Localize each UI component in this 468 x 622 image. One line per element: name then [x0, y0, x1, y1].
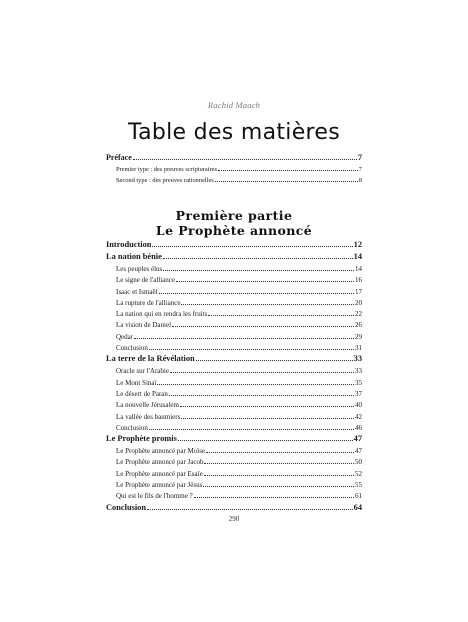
toc-subentry[interactable] — [106, 468, 362, 479]
toc-subentry[interactable] — [106, 399, 362, 410]
dot-leader — [204, 468, 354, 476]
toc-entry-label: Introduction — [106, 240, 152, 249]
toc-entry-page: 47 — [353, 434, 362, 444]
toc-entry-page: 16 — [355, 276, 362, 285]
toc-entry-page: 12 — [353, 240, 362, 249]
toc-section-entry[interactable] — [106, 502, 362, 514]
toc-entry-label: Préface — [106, 153, 132, 162]
toc-entry-page: 52 — [355, 469, 362, 478]
dot-leader — [196, 353, 353, 361]
toc-entry-label: La nation bénie — [106, 252, 162, 261]
toc-entry-page: 29 — [355, 332, 362, 341]
toc-entry-label: Isaac et Ismaël — [116, 287, 158, 296]
toc-subentry[interactable] — [106, 163, 362, 174]
toc-subentry[interactable] — [106, 388, 362, 399]
dot-leader — [157, 377, 354, 385]
toc-subentry[interactable] — [106, 274, 362, 285]
toc-entry-page: 8 — [358, 176, 362, 184]
toc-entry-page: 7 — [358, 166, 362, 174]
toc-entry-label: Le signe de l'alliance — [116, 276, 175, 285]
toc-subentry[interactable] — [106, 445, 362, 456]
toc-subentry[interactable] — [106, 319, 362, 330]
toc-entry-label: Les peuples élus — [116, 265, 163, 273]
toc-subentry[interactable] — [106, 365, 362, 376]
toc-entry-preface[interactable] — [106, 152, 362, 163]
part-heading — [0, 208, 468, 238]
toc-entry-page: 40 — [355, 401, 362, 410]
toc-entry-page: 22 — [355, 310, 362, 319]
toc-entry-page: 50 — [355, 458, 362, 467]
toc-subentry[interactable] — [106, 456, 362, 467]
toc-entry-page: 64 — [353, 502, 362, 512]
dot-leader — [149, 342, 354, 350]
toc-subentry[interactable] — [106, 479, 362, 490]
toc-entry-page: 14 — [353, 252, 362, 261]
toc-subentry[interactable] — [106, 263, 362, 274]
page-title: Table des matières — [128, 120, 340, 145]
toc-entry-label: Le Mont Sinaï — [116, 378, 157, 387]
toc-entry-label: La nation qui en rendra les fruits — [116, 310, 208, 319]
toc-entry-page: 47 — [355, 447, 362, 456]
toc-entry-label: Le désert de Paran — [116, 389, 168, 398]
toc-entry-label: Conclusion — [116, 423, 148, 432]
dot-leader — [159, 286, 354, 294]
toc-entry-page: 35 — [355, 378, 362, 387]
dot-leader — [134, 331, 354, 339]
toc-entry-label: Conclusion — [116, 344, 148, 353]
toc-subentry[interactable] — [106, 174, 362, 185]
toc-entry-label: Le Prophète promis — [106, 434, 177, 444]
toc-entry-page: 7 — [358, 153, 362, 162]
toc-entry-label: La vallée des baumiers — [116, 412, 181, 421]
dot-leader — [133, 152, 357, 160]
toc-entry-page: 37 — [355, 389, 362, 398]
toc-subentry[interactable] — [106, 342, 362, 353]
toc-entry-label: La vision de Daniel — [116, 321, 172, 330]
toc-entry-label: Premier type : des preuves scripturaires — [116, 166, 217, 174]
dot-leader — [203, 479, 354, 487]
dot-leader — [181, 297, 354, 305]
toc-entry-label: La terre de la Révélation — [106, 354, 195, 364]
toc-entry-page: 20 — [355, 298, 362, 307]
toc-section-entry[interactable] — [106, 353, 362, 365]
page-number: 290 — [228, 515, 240, 523]
toc-section-entry[interactable] — [106, 251, 362, 263]
dot-leader — [204, 456, 354, 464]
dot-leader — [163, 263, 354, 271]
toc-entry-page: 14 — [355, 265, 362, 273]
toc-subentry[interactable] — [106, 411, 362, 422]
toc-entry-page: 31 — [355, 344, 362, 353]
dot-leader — [181, 411, 354, 419]
toc-entry-page: 42 — [355, 412, 362, 421]
toc-entry-page: 55 — [355, 481, 362, 490]
dot-leader — [149, 422, 354, 430]
toc-entry-label: Second type : des preuves rationnelles — [116, 176, 214, 184]
toc-entry-label: Le Prophète annoncé par Jacob — [116, 458, 204, 467]
dot-leader — [194, 490, 354, 498]
toc-entry-label: La nouvelle Jérusalem — [116, 401, 179, 410]
dot-leader — [147, 502, 353, 510]
toc-entry-label: Le Prophète annoncé par Jésus — [116, 481, 203, 490]
toc-entry-label: Le Prophète annoncé par Esaïe — [116, 469, 203, 478]
toc-subentry[interactable] — [106, 377, 362, 388]
toc-entry-page: 33 — [353, 354, 362, 364]
toc-entry-page: 46 — [355, 423, 362, 432]
toc-entry-label: Qedar — [116, 332, 134, 341]
part-heading-line2: Le Prophète annoncé — [155, 223, 313, 238]
dot-leader — [152, 239, 352, 247]
toc-subentry[interactable] — [106, 297, 362, 308]
toc-entry-label: Conclusion — [106, 502, 147, 512]
part-heading-line1: Première partie — [175, 208, 293, 223]
toc-subentry[interactable] — [106, 331, 362, 342]
toc-entry-page: 61 — [355, 492, 362, 501]
dot-leader — [169, 388, 354, 396]
toc-subentry[interactable] — [106, 308, 362, 319]
dot-leader — [172, 319, 354, 327]
toc-subentry[interactable] — [106, 422, 362, 433]
toc-entry-label: La rupture de l'alliance — [116, 298, 181, 307]
toc-entry-page: 26 — [355, 321, 362, 330]
toc-entry-page: 17 — [355, 287, 362, 296]
toc-entry-label: Qui est le fils de l'homme ? — [116, 492, 193, 501]
dot-leader — [180, 399, 354, 407]
running-header-author: Rachid Maach — [207, 100, 261, 110]
dot-leader — [218, 163, 358, 171]
toc-section-entry[interactable] — [106, 239, 362, 251]
dot-leader — [215, 174, 358, 182]
toc-subentry[interactable] — [106, 490, 362, 501]
preface-block — [106, 152, 362, 184]
toc-entry-page: 33 — [355, 367, 362, 376]
toc-list — [106, 239, 362, 514]
toc-subentry[interactable] — [106, 286, 362, 297]
dot-leader — [178, 433, 353, 441]
dot-leader — [208, 308, 354, 316]
toc-entry-label: Oracle sur l'Arabie — [116, 367, 169, 376]
dot-leader — [206, 445, 354, 453]
toc-entry-label: Le Prophète annoncé par Moïse — [116, 447, 206, 456]
dot-leader — [170, 365, 354, 373]
dot-leader — [176, 274, 354, 282]
toc-section-entry[interactable] — [106, 433, 362, 445]
dot-leader — [163, 251, 353, 259]
